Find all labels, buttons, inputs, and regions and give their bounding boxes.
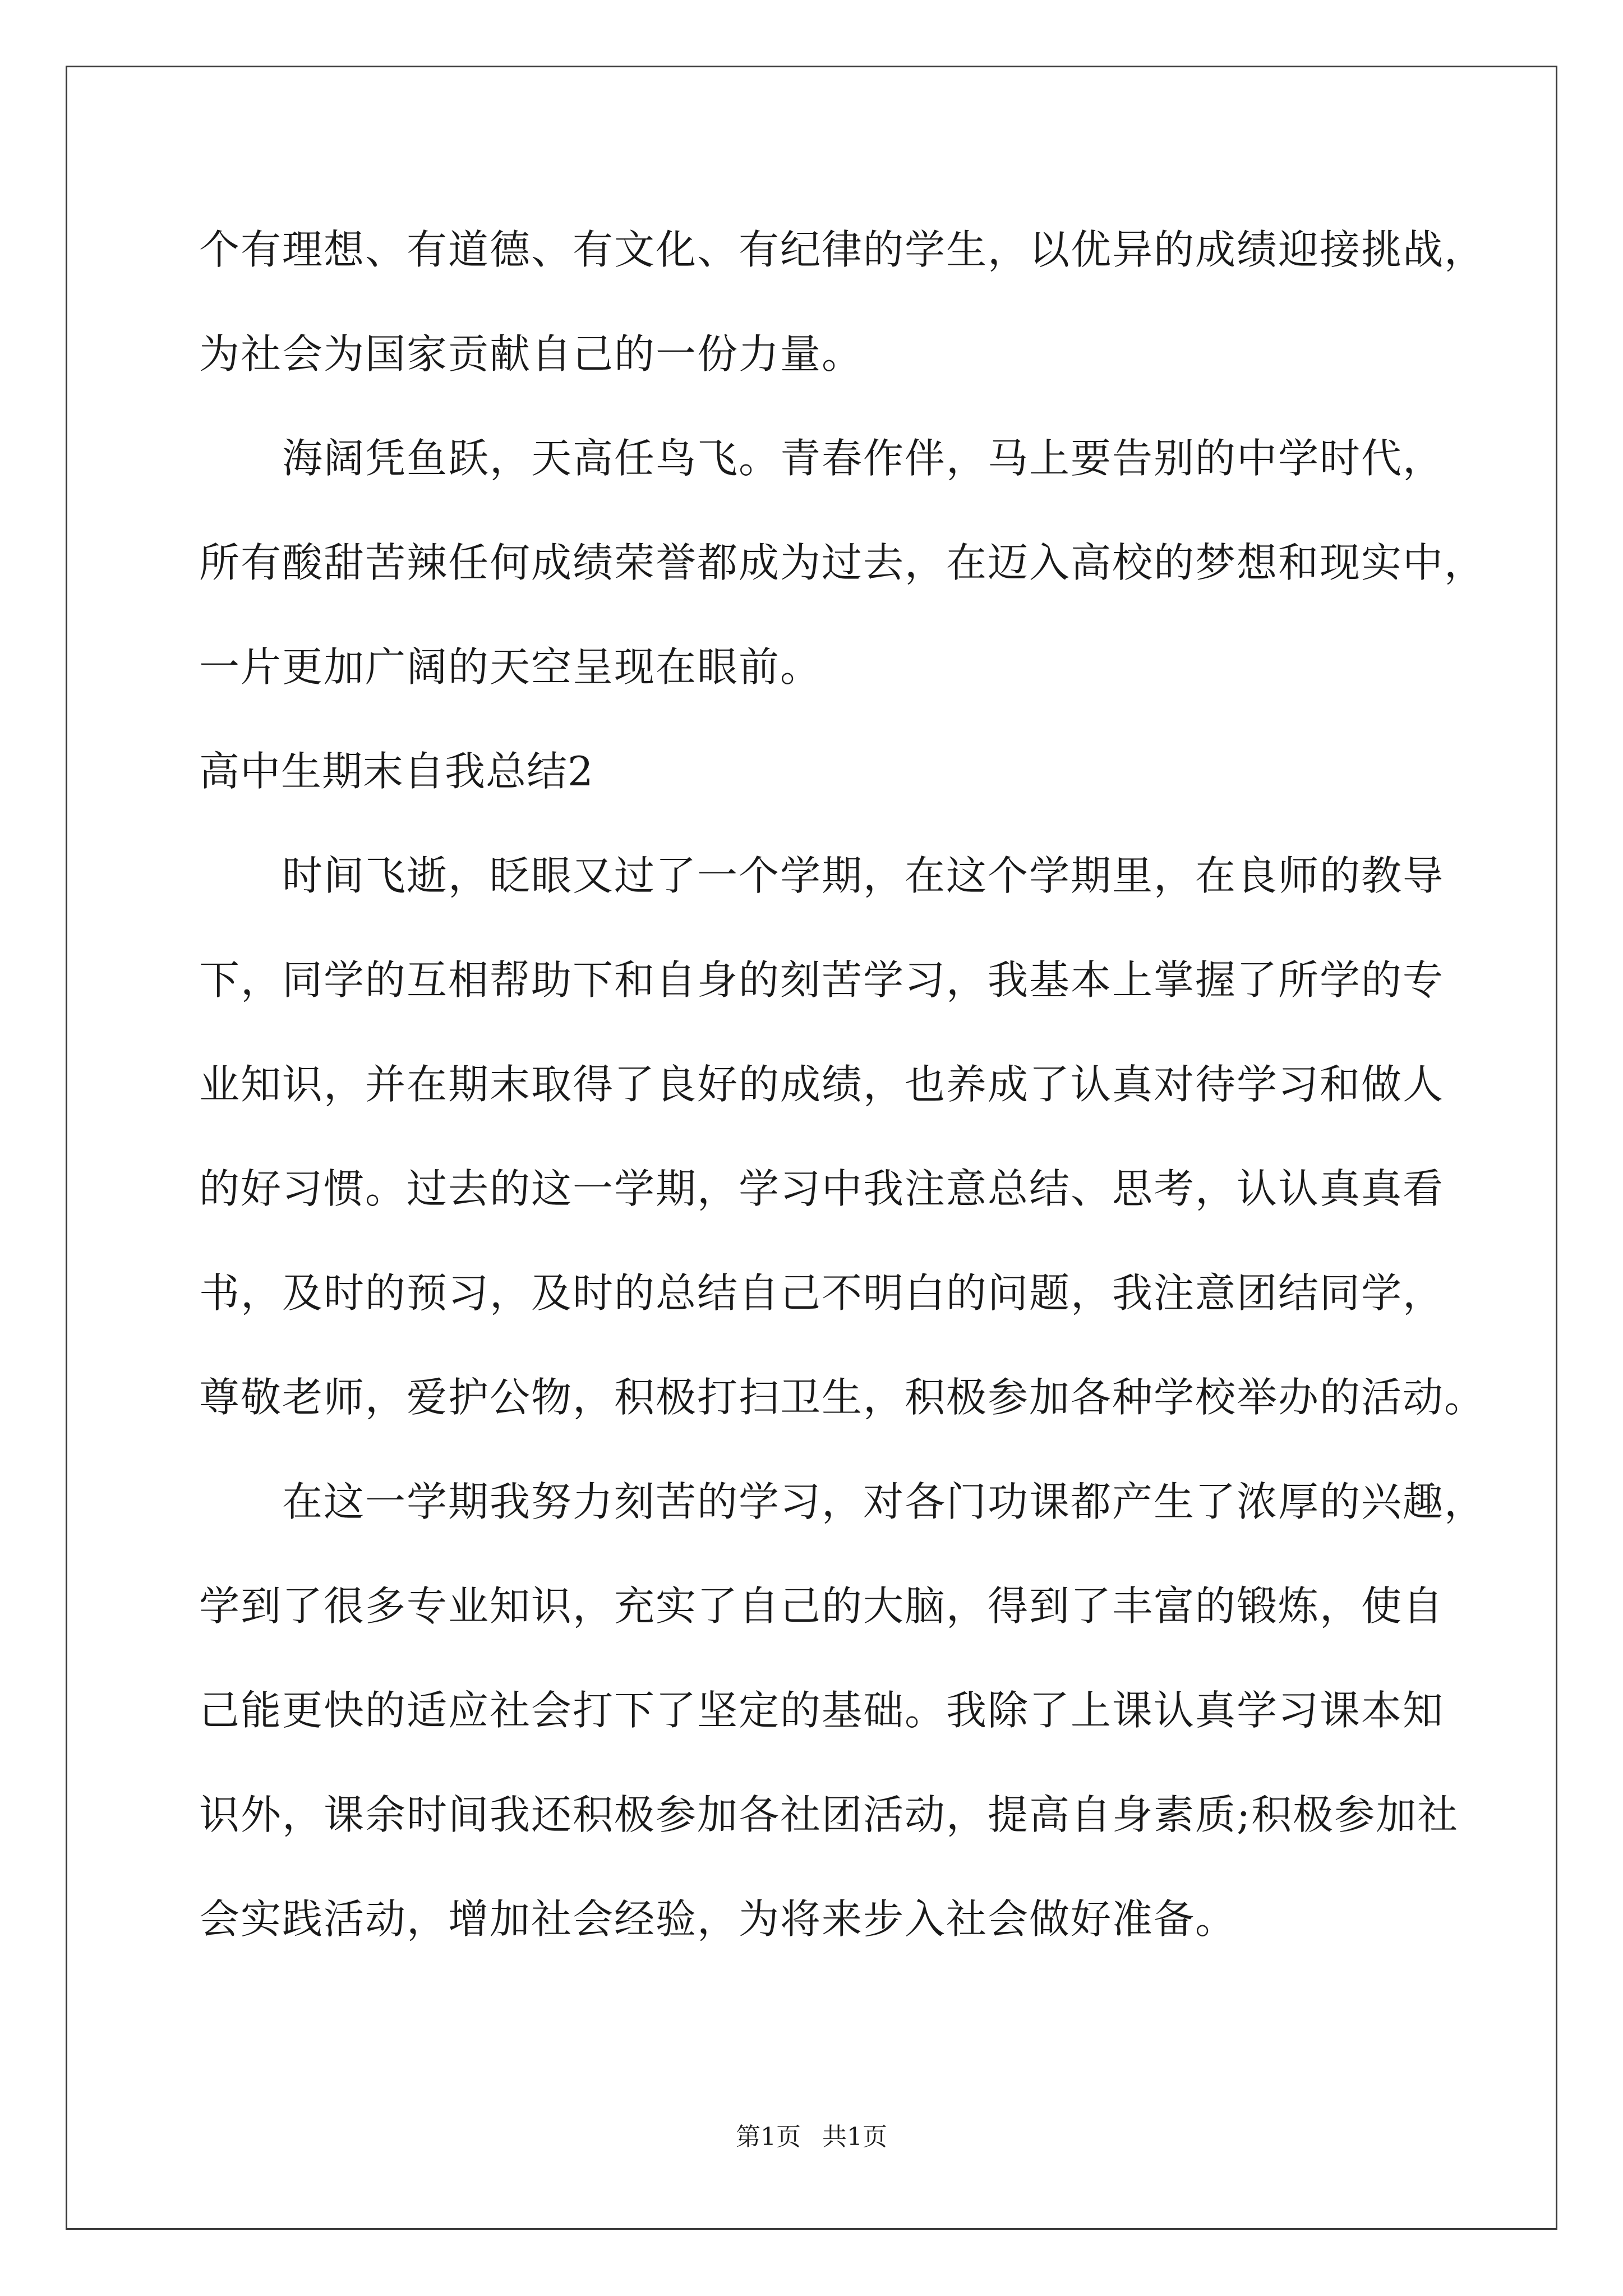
- paragraph-line: 学到了很多专业知识，充实了自己的大脑，得到了丰富的锻炼，使自: [199, 1582, 1445, 1630]
- paragraph-line: 为社会为国家贡献自己的一份力量。: [199, 330, 864, 378]
- paragraph-line: 下，同学的互相帮助下和自身的刻苦学习，我基本上掌握了所学的专: [199, 956, 1445, 1004]
- paragraph-line: 的好习惯。过去的这一学期，学习中我注意总结、思考，认认真真看: [199, 1165, 1445, 1212]
- document-body: [199, 222, 1486, 1947]
- paragraph-line: 海阔凭鱼跃，天高任鸟飞。青春作伴，马上要告别的中学时代，: [282, 435, 1445, 482]
- paragraph-line: 业知识，并在期末取得了良好的成绩，也养成了认真对待学习和做人: [199, 1061, 1445, 1108]
- paragraph-line: 在这一学期我努力刻苦的学习，对各门功课都产生了浓厚的兴趣，: [282, 1478, 1486, 1525]
- page-total: 共1页: [822, 2123, 887, 2151]
- paragraph-line: 书，及时的预习，及时的总结自己不明白的问题，我注意团结同学，: [199, 1269, 1445, 1317]
- page-number: 第1页: [736, 2123, 801, 2151]
- paragraph-line: 会实践活动，增加社会经验，为将来步入社会做好准备。: [199, 1895, 1237, 1943]
- paragraph-line: 时间飞逝，眨眼又过了一个学期，在这个学期里，在良师的教导: [282, 852, 1445, 899]
- paragraph-line: 个有理想、有道德、有文化、有纪律的学生，以优异的成绩迎接挑战，: [199, 226, 1486, 273]
- paragraph-line: 所有酸甜苦辣任何成绩荣誉都成为过去，在迈入高校的梦想和现实中，: [199, 539, 1486, 586]
- page-footer: [0, 2120, 1623, 2154]
- section-heading: 高中生期末自我总结2: [199, 748, 594, 795]
- paragraph-line: 尊敬老师，爱护公物，积极打扫卫生，积极参加各种学校举办的活动。: [199, 1374, 1486, 1421]
- paragraph-line: 己能更快的适应社会打下了坚定的基础。我除了上课认真学习课本知: [199, 1687, 1445, 1734]
- paragraph-line: 一片更加广阔的天空呈现在眼前。: [199, 643, 822, 691]
- paragraph-line: 识外，课余时间我还积极参加各社团活动，提高自身素质;积极参加社: [199, 1791, 1459, 1838]
